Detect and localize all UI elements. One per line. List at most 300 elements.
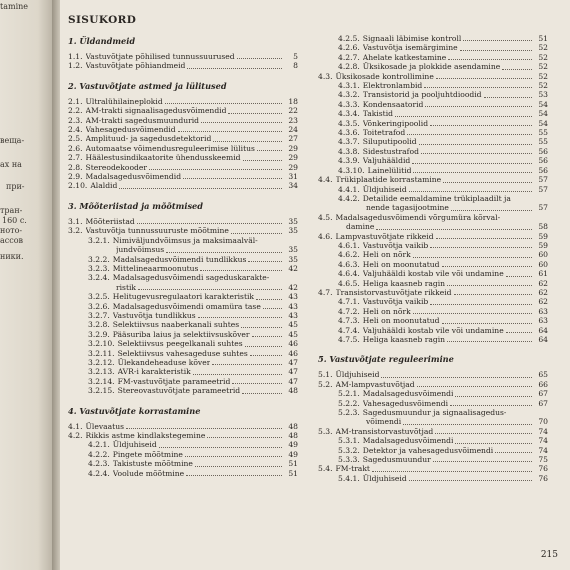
toc-entry-number: 3.2.6. bbox=[88, 301, 110, 311]
toc-entry-page: 51 bbox=[288, 459, 298, 469]
toc-entry-title: Üldjuhiseid bbox=[335, 370, 380, 380]
dot-leader bbox=[451, 210, 532, 211]
toc-entry-page: 48 bbox=[288, 421, 298, 431]
toc-entry bbox=[68, 320, 298, 329]
dot-leader bbox=[165, 103, 282, 104]
toc-entry-page: 49 bbox=[288, 440, 298, 450]
toc-entry-page: 56 bbox=[538, 165, 548, 175]
toc-entry-number: 3.2.7. bbox=[88, 310, 110, 320]
toc-entry bbox=[68, 459, 298, 468]
toc-entry-title: Selektiivsus vahesageduse suhtes bbox=[117, 348, 248, 358]
toc-entry-page: 47 bbox=[288, 376, 298, 386]
toc-entry-page: 66 bbox=[538, 379, 548, 389]
toc-entry-number: 4.4.2. bbox=[338, 193, 360, 203]
toc-entry-page: 49 bbox=[288, 449, 298, 459]
toc-entry-number: 4.7.4. bbox=[338, 325, 360, 335]
toc-entry-page: 70 bbox=[538, 417, 548, 427]
toc-entry-number: 5.2. bbox=[318, 379, 333, 389]
dot-leader bbox=[409, 480, 532, 481]
toc-entry bbox=[318, 241, 548, 250]
toc-entry bbox=[318, 279, 548, 288]
toc-entry-continuation bbox=[318, 222, 548, 231]
toc-entry-title: Üldjuhiseid bbox=[362, 184, 407, 194]
toc-entry bbox=[68, 255, 298, 264]
toc-entry-continuation bbox=[68, 245, 298, 254]
toc-entry bbox=[68, 153, 298, 162]
dot-leader bbox=[455, 443, 532, 444]
toc-entry-number: 5.4. bbox=[318, 464, 333, 474]
dot-leader bbox=[413, 257, 532, 258]
toc-entry-page: 55 bbox=[538, 128, 548, 138]
toc-entry-number: 4.3.7. bbox=[338, 137, 360, 147]
toc-entry-number: 4.2.4. bbox=[88, 468, 110, 478]
toc-entry-title: Transistorid ja pooljuhtdioodid bbox=[362, 90, 482, 100]
dot-leader bbox=[443, 182, 532, 183]
toc-entry bbox=[68, 172, 298, 181]
dot-leader bbox=[372, 471, 532, 472]
toc-entry-title: Madalsagedusvõimendi omamüra tase bbox=[112, 301, 261, 311]
toc-entry-page: 45 bbox=[288, 320, 298, 330]
toc-entry-title: Heliga kaasneb ragin bbox=[362, 335, 446, 344]
dot-leader bbox=[430, 247, 532, 248]
toc-entry bbox=[318, 399, 548, 408]
toc-entry-title: Sagedusmuundur bbox=[362, 455, 431, 465]
toc-entry bbox=[318, 53, 548, 62]
toc-entry-title: Lainelülitid bbox=[367, 165, 412, 175]
dot-leader bbox=[195, 466, 282, 467]
dot-leader bbox=[149, 169, 282, 170]
toc-entry-number: 4.3. bbox=[318, 71, 333, 81]
toc-entry-number: 2.3. bbox=[68, 115, 83, 125]
toc-column-left bbox=[68, 34, 298, 478]
dot-leader bbox=[201, 122, 282, 123]
toc-entry-title: Pääsuriba laius ja selektiivsuskõver bbox=[112, 329, 250, 339]
toc-entry bbox=[318, 175, 548, 184]
toc-entry-number: 4.3.4. bbox=[338, 109, 360, 119]
dot-leader bbox=[257, 150, 282, 151]
toc-entry-title: Takistuste mõõtmine bbox=[112, 459, 193, 469]
toc-entry-page: 54 bbox=[538, 118, 548, 128]
toc-entry bbox=[318, 147, 548, 156]
toc-entry-page: 59 bbox=[538, 240, 548, 250]
toc-entry-title: Madalsagedusvõimendi võrgumüra kõrval- bbox=[335, 212, 501, 222]
toc-entry bbox=[68, 292, 298, 301]
toc-entry-continuation bbox=[68, 283, 298, 292]
dot-leader bbox=[138, 289, 282, 290]
toc-entry-number: 4.3.2. bbox=[338, 90, 360, 100]
toc-entry-number: 5.3.1. bbox=[338, 436, 360, 446]
toc-entry-page: 8 bbox=[293, 61, 298, 71]
toc-entry-title: Signaali läbimise kontroll bbox=[362, 34, 462, 43]
toc-entry bbox=[68, 217, 298, 226]
toc-entry-number: 2.2. bbox=[68, 106, 83, 116]
section-heading: 1. Üldandmeid bbox=[68, 36, 136, 46]
dot-leader bbox=[237, 58, 282, 59]
toc-entry-title: Helitugevusregulaatori karakteristik bbox=[112, 292, 255, 302]
toc-entry-number: 5.3.3. bbox=[338, 455, 360, 465]
toc-entry-title: Automaatse võimendusreguleerimise lülitus bbox=[85, 143, 255, 153]
toc-entry-page: 48 bbox=[288, 431, 298, 440]
toc-entry bbox=[318, 370, 548, 379]
dot-leader bbox=[412, 163, 532, 164]
toc-page bbox=[60, 0, 570, 570]
toc-entry-title: Selektiivsus naaberkanali suhtes bbox=[112, 320, 240, 330]
page-number: 215 bbox=[540, 550, 558, 560]
toc-entry-page: 57 bbox=[538, 184, 548, 194]
dot-leader bbox=[463, 40, 532, 41]
dot-leader bbox=[200, 270, 282, 271]
toc-entry-title: Vastuvõtja tunnussuuruste mõõtmine bbox=[85, 226, 229, 236]
toc-entry-title: Üksikosade ja plokkide asendamine bbox=[362, 62, 501, 72]
toc-entry bbox=[318, 335, 548, 344]
toc-entry bbox=[68, 339, 298, 348]
dot-leader bbox=[430, 125, 532, 126]
toc-entry-title: Elektronlambid bbox=[362, 81, 423, 91]
toc-entry-title: Vastuvõtjate põhilised tunnussuurused bbox=[85, 52, 235, 61]
toc-entry-title: Pingete mõõtmine bbox=[112, 449, 183, 459]
toc-entry-page: 27 bbox=[288, 134, 298, 144]
toc-entry-page: 67 bbox=[538, 389, 548, 399]
toc-entry-page: 74 bbox=[538, 436, 548, 446]
facing-page-text: ното- bbox=[0, 226, 23, 235]
toc-entry-page: 51 bbox=[288, 468, 298, 478]
toc-entry-page: 46 bbox=[288, 339, 298, 349]
toc-entry-page: 43 bbox=[288, 301, 298, 311]
toc-entry-number: 3.2.15. bbox=[88, 386, 115, 396]
toc-entry-page: 60 bbox=[538, 250, 548, 260]
toc-entry-number: 4.6.3. bbox=[338, 259, 360, 269]
toc-entry-number: 3.2.13. bbox=[88, 367, 115, 377]
toc-entry-page: 22 bbox=[288, 106, 298, 116]
toc-entry-title: Madalsagedusvõimendid bbox=[85, 172, 182, 182]
dot-leader bbox=[506, 332, 532, 333]
toc-entry bbox=[68, 97, 298, 106]
toc-entry-title: Heliga kaasneb ragin bbox=[362, 278, 446, 288]
toc-entry bbox=[68, 302, 298, 311]
toc-entry bbox=[318, 297, 548, 306]
dot-leader bbox=[495, 452, 532, 453]
toc-entry bbox=[68, 236, 298, 245]
dot-leader bbox=[119, 188, 282, 189]
dot-leader bbox=[198, 317, 282, 318]
toc-entry bbox=[68, 311, 298, 320]
toc-entry bbox=[68, 273, 298, 282]
toc-entry-page: 61 bbox=[538, 269, 548, 279]
dot-leader bbox=[252, 336, 283, 337]
toc-entry-number: 4.2.6. bbox=[338, 43, 360, 53]
facing-page bbox=[0, 0, 54, 570]
toc-entry-page: 35 bbox=[288, 216, 298, 226]
toc-entry-title: damine bbox=[346, 222, 375, 232]
toc-entry bbox=[318, 307, 548, 316]
toc-entry-page: 54 bbox=[538, 109, 548, 119]
toc-entry-title: Detektor ja vahesagedusvõimendi bbox=[362, 445, 494, 455]
toc-entry-page: 63 bbox=[538, 316, 548, 326]
toc-entry-title: Ülekandeheaduse kõver bbox=[117, 357, 211, 367]
toc-entry-page: 43 bbox=[288, 292, 298, 302]
facing-page-text: 160 с. bbox=[2, 216, 27, 225]
toc-entry-number: 3.1. bbox=[68, 216, 83, 226]
toc-entry-title: FM-vastuvõtjate parameetrid bbox=[117, 376, 231, 386]
dot-leader bbox=[442, 266, 532, 267]
toc-entry bbox=[318, 43, 548, 52]
toc-entry-page: 34 bbox=[288, 181, 298, 191]
toc-entry-page: 45 bbox=[288, 329, 298, 339]
toc-entry bbox=[68, 52, 298, 61]
toc-entry-number: 2.4. bbox=[68, 125, 83, 135]
toc-entry bbox=[68, 181, 298, 190]
dot-leader bbox=[178, 131, 282, 132]
toc-entry-number: 5.1. bbox=[318, 370, 333, 380]
dot-leader bbox=[435, 433, 532, 434]
toc-entry-title: Valjuhääldi kostab vile või undamine bbox=[362, 269, 504, 279]
dot-leader bbox=[454, 294, 532, 295]
toc-entry-title: Valjuhääldid bbox=[362, 156, 411, 166]
dot-leader bbox=[256, 299, 282, 300]
toc-entry-title: Detailide eemaldamine trükiplaadilt ja bbox=[362, 193, 511, 203]
section-heading: 5. Vastuvõtjate reguleerimine bbox=[318, 354, 454, 365]
dot-leader bbox=[460, 50, 532, 51]
toc-entry-page: 54 bbox=[538, 99, 548, 109]
dot-leader bbox=[407, 134, 532, 135]
toc-entry-page: 64 bbox=[538, 335, 548, 344]
toc-entry-title: Vastuvõtja vaikib bbox=[362, 240, 429, 250]
toc-entry-title: Üldjuhiseid bbox=[112, 440, 157, 450]
toc-entry-title: AVR-i karakteristik bbox=[117, 367, 191, 377]
toc-entry-title: Vastuvõtja tundlikkus bbox=[112, 310, 196, 320]
dot-leader bbox=[447, 285, 532, 286]
toc-entry-number: 4.6.4. bbox=[338, 269, 360, 279]
toc-entry-title: Madalsagedusvõimendi sageduskarakte- bbox=[112, 273, 270, 283]
toc-entry-title: Rikkis astme kindlakstegemine bbox=[85, 431, 206, 440]
toc-entry bbox=[318, 455, 548, 464]
facing-page-text: ники. bbox=[0, 252, 24, 261]
toc-entry-page: 48 bbox=[288, 386, 298, 396]
toc-entry-page: 74 bbox=[538, 445, 548, 455]
toc-entry-title: Mõõteriistad bbox=[85, 216, 135, 226]
toc-entry-title: Madalsagedusvõimendi bbox=[362, 436, 454, 446]
toc-entry-number: 4.5. bbox=[318, 212, 333, 222]
toc-entry-title: AM-transistorvastuvõtjad bbox=[335, 426, 434, 436]
dot-leader bbox=[228, 113, 282, 114]
dot-leader bbox=[193, 374, 282, 375]
toc-entry-title: Lampvastuvõtjate rikkeid bbox=[335, 231, 434, 241]
toc-entry-number: 4.4. bbox=[318, 175, 333, 185]
dot-leader bbox=[186, 475, 282, 476]
toc-entry bbox=[318, 427, 548, 436]
toc-entry-title: Stereovastuvõtjate parameetrid bbox=[117, 386, 241, 396]
dot-leader bbox=[245, 346, 282, 347]
toc-entry-number: 3.2.10. bbox=[88, 339, 115, 349]
toc-entry-page: 60 bbox=[538, 259, 548, 269]
toc-entry-number: 4.7.3. bbox=[338, 316, 360, 326]
toc-entry bbox=[318, 156, 548, 165]
toc-entry bbox=[318, 100, 548, 109]
toc-entry-number: 2.10. bbox=[68, 181, 88, 191]
toc-entry-title: Häälestusindikaatorite ühendusskeemid bbox=[85, 153, 241, 163]
toc-entry bbox=[318, 109, 548, 118]
facing-page-text: при- bbox=[6, 182, 25, 191]
dot-leader bbox=[183, 178, 282, 179]
facing-page-text: tamine bbox=[0, 2, 29, 11]
dot-leader bbox=[232, 383, 282, 384]
toc-entry-number: 2.7. bbox=[68, 153, 83, 163]
toc-entry bbox=[68, 440, 298, 449]
toc-entry-title: Valjuhääldi kostab vile või undamine bbox=[362, 325, 504, 335]
toc-entry-page: 31 bbox=[288, 172, 298, 182]
dot-leader bbox=[137, 223, 282, 224]
toc-entry-title: Selektiivsus peegelkanali suhtes bbox=[117, 339, 243, 349]
toc-entry bbox=[318, 72, 548, 81]
toc-entry bbox=[68, 450, 298, 459]
toc-entry-title: Kondensaatorid bbox=[362, 99, 424, 109]
toc-entry-page: 53 bbox=[538, 90, 548, 100]
facing-page-text: ассов bbox=[0, 236, 24, 245]
facing-page-text: тран- bbox=[0, 206, 23, 215]
toc-entry-number: 3.2.1. bbox=[88, 235, 110, 245]
dot-leader bbox=[159, 447, 282, 448]
toc-entry-title: Üksikosade kontrollimine bbox=[335, 71, 434, 81]
dot-leader bbox=[409, 191, 532, 192]
toc-entry bbox=[68, 367, 298, 376]
toc-entry-title: FM-trakt bbox=[335, 464, 370, 474]
toc-entry-title: Takistid bbox=[362, 109, 394, 119]
toc-entry bbox=[318, 250, 548, 259]
toc-entry-title: AM-trakti sagedusmuundurid bbox=[85, 115, 200, 125]
toc-entry-page: 35 bbox=[288, 245, 298, 255]
dot-leader bbox=[243, 160, 282, 161]
dot-leader bbox=[417, 386, 532, 387]
toc-entry-page: 52 bbox=[538, 52, 548, 62]
toc-entry bbox=[318, 62, 548, 71]
toc-entry-title: Alaldid bbox=[90, 181, 118, 191]
dot-leader bbox=[455, 396, 532, 397]
toc-entry-number: 4.2.5. bbox=[338, 34, 360, 43]
toc-entry bbox=[68, 61, 298, 70]
dot-leader bbox=[126, 428, 282, 429]
toc-entry-title: Trükiplaatide korrastamine bbox=[335, 175, 442, 185]
toc-entry-continuation bbox=[318, 203, 548, 212]
toc-entry-title: Sidestustrafod bbox=[362, 146, 419, 156]
toc-entry-number: 3.2.4. bbox=[88, 273, 110, 283]
toc-entry-number: 4.7. bbox=[318, 287, 333, 297]
toc-entry-number: 4.2.7. bbox=[338, 52, 360, 62]
toc-entry-page: 57 bbox=[538, 175, 548, 185]
toc-entry bbox=[318, 408, 548, 417]
page-title: SISUKORD bbox=[68, 14, 137, 26]
toc-entry bbox=[318, 185, 548, 194]
toc-entry-number: 4.3.6. bbox=[338, 128, 360, 138]
dot-leader bbox=[231, 233, 282, 234]
toc-entry-number: 4.6.1. bbox=[338, 240, 360, 250]
dot-leader bbox=[450, 405, 532, 406]
toc-entry bbox=[318, 137, 548, 146]
toc-entry-number: 4.4.1. bbox=[338, 184, 360, 194]
toc-entry bbox=[318, 380, 548, 389]
toc-entry-page: 63 bbox=[538, 306, 548, 316]
toc-entry-page: 42 bbox=[288, 282, 298, 292]
toc-entry-number: 3.2.9. bbox=[88, 329, 110, 339]
toc-entry-page: 76 bbox=[538, 464, 548, 474]
toc-entry-title: Üldjuhiseid bbox=[362, 473, 407, 483]
toc-entry-title: Vahesagedusvõimendi bbox=[362, 398, 449, 408]
dot-leader bbox=[436, 238, 532, 239]
toc-entry-page: 23 bbox=[288, 115, 298, 125]
toc-entry-title: Siluputipoolid bbox=[362, 137, 417, 147]
toc-entry-number: 3.2.8. bbox=[88, 320, 110, 330]
toc-entry bbox=[318, 90, 548, 99]
section-heading: 2. Vastuvõtjate astmed ja lülitused bbox=[68, 80, 227, 91]
toc-entry-page: 65 bbox=[538, 370, 548, 380]
toc-entry-title: nende tagasijootmine bbox=[366, 203, 449, 213]
dot-leader bbox=[506, 276, 532, 277]
toc-entry-number: 3.2.2. bbox=[88, 254, 110, 264]
toc-entry-number: 3.2.14. bbox=[88, 376, 115, 386]
toc-entry-number: 4.3.3. bbox=[338, 99, 360, 109]
toc-entry-page: 51 bbox=[538, 34, 548, 43]
dot-leader bbox=[484, 97, 532, 98]
toc-entry-title: Võnkeringipoolid bbox=[362, 118, 429, 128]
toc-entry-page: 64 bbox=[538, 325, 548, 335]
toc-entry-page: 74 bbox=[538, 426, 548, 436]
section-heading: 3. Mõõteriistad ja mõõtmised bbox=[68, 200, 203, 211]
toc-entry-number: 4.3.8. bbox=[338, 146, 360, 156]
toc-entry bbox=[68, 358, 298, 367]
toc-entry bbox=[68, 330, 298, 339]
toc-entry bbox=[318, 119, 548, 128]
toc-entry-title: Ahelate katkestamine bbox=[362, 52, 447, 62]
dot-leader bbox=[207, 437, 282, 438]
toc-entry-page: 52 bbox=[538, 62, 548, 72]
toc-entry-page: 52 bbox=[538, 43, 548, 53]
toc-entry-number: 3.2.3. bbox=[88, 263, 110, 273]
toc-entry-title: Transistorvastuvõtjate rikkeid bbox=[335, 287, 452, 297]
toc-entry bbox=[68, 422, 298, 431]
dot-leader bbox=[430, 304, 532, 305]
toc-entry bbox=[68, 116, 298, 125]
dot-leader bbox=[241, 327, 282, 328]
toc-entry-page: 62 bbox=[538, 287, 548, 297]
toc-entry-number: 3.2.5. bbox=[88, 292, 110, 302]
toc-entry bbox=[68, 264, 298, 273]
toc-entry-page: 52 bbox=[538, 81, 548, 91]
toc-entry-number: 4.3.5. bbox=[338, 118, 360, 128]
toc-entry-number: 1.1. bbox=[68, 52, 83, 61]
dot-leader bbox=[250, 355, 282, 356]
toc-entry bbox=[318, 474, 548, 483]
dot-leader bbox=[413, 313, 532, 314]
toc-entry bbox=[318, 81, 548, 90]
toc-entry bbox=[68, 377, 298, 386]
toc-entry bbox=[68, 431, 298, 440]
toc-entry bbox=[318, 316, 548, 325]
toc-column-right bbox=[318, 34, 548, 483]
toc-entry bbox=[68, 163, 298, 172]
toc-entry-number: 5.2.3. bbox=[338, 408, 360, 418]
toc-entry-title: Ultralühilaineplokid bbox=[85, 96, 163, 106]
dot-leader bbox=[502, 69, 532, 70]
toc-entry-page: 56 bbox=[538, 156, 548, 166]
toc-entry-number: 4.1. bbox=[68, 421, 83, 431]
toc-entry bbox=[318, 166, 548, 175]
toc-entry-title: Madalsagedusvõimendi tundlikkus bbox=[112, 254, 247, 264]
toc-entry-number: 4.3.1. bbox=[338, 81, 360, 91]
toc-entry-page: 46 bbox=[288, 348, 298, 358]
toc-entry-page: 62 bbox=[538, 297, 548, 307]
toc-entry-title: Nimiväljundvõimsus ja maksimaalväl- bbox=[112, 235, 258, 245]
toc-entry-page: 43 bbox=[288, 310, 298, 320]
toc-entry-page: 35 bbox=[288, 226, 298, 236]
